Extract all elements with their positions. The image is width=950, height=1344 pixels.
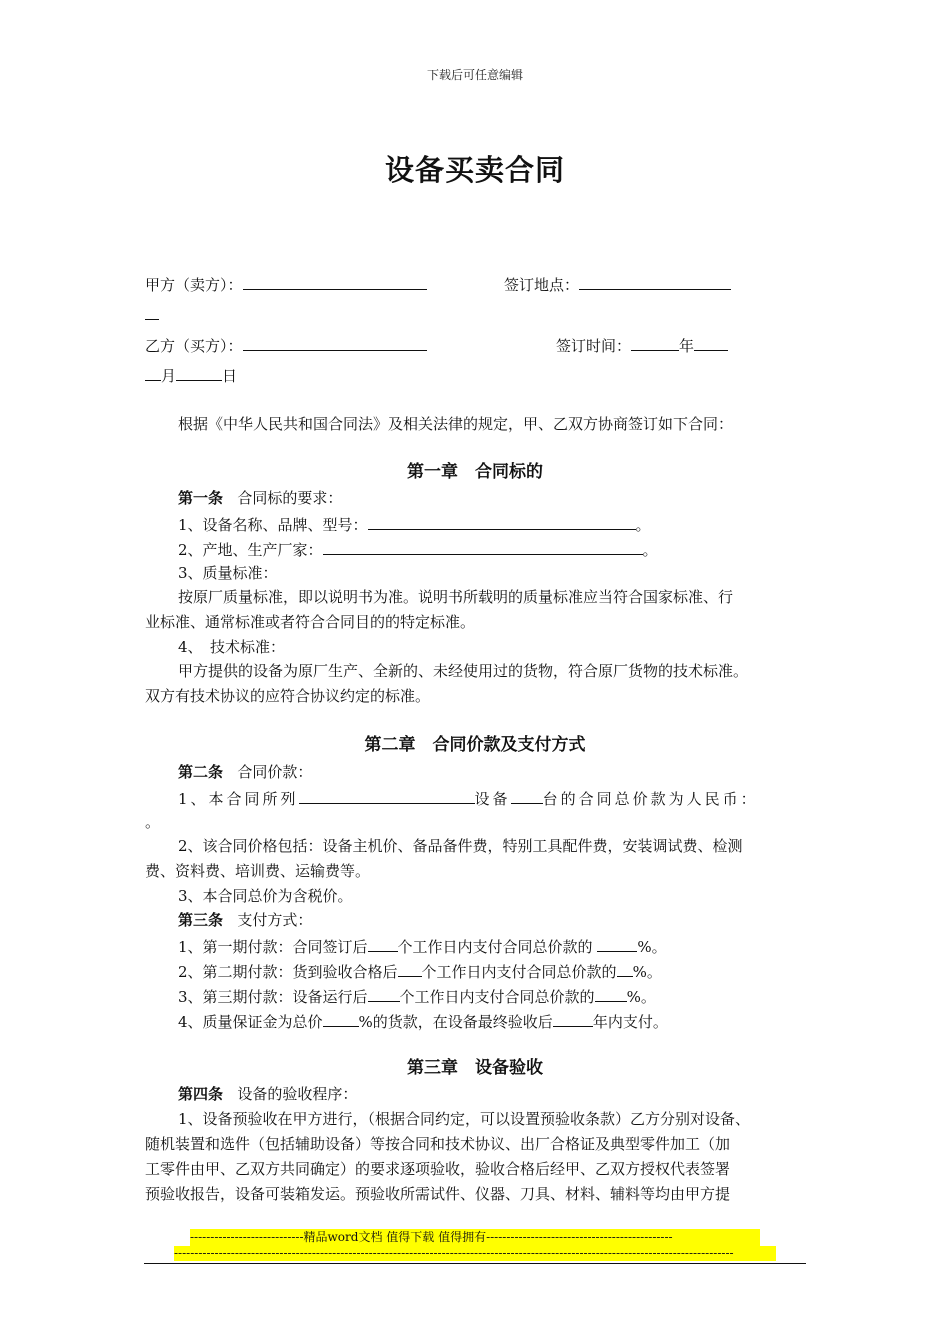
price-tax: 3、本合同总价为含税价。	[178, 887, 353, 905]
payment-3-c: %。	[626, 988, 656, 1006]
payment-4-a: 4、质量保证金为总价	[178, 1013, 323, 1031]
payment-2-c: %。	[632, 963, 662, 981]
article-3-label: 第三条	[178, 911, 224, 929]
price-part-c: 台的合同总价款为人民币：	[542, 790, 759, 808]
price-line	[178, 787, 759, 809]
sign-time-label: 签订时间：	[556, 337, 632, 355]
article-4-label: 第四条	[178, 1085, 224, 1103]
payment-2-days-blank	[398, 960, 422, 977]
article-3-text: 支付方式：	[237, 911, 313, 929]
tech-line-1: 甲方提供的设备为原厂生产、全新的、未经使用过的货物，符合原厂货物的技术标准。	[178, 662, 749, 680]
price-qty-blank	[511, 787, 543, 804]
payment-3-a: 3、第三期付款：设备运行后	[178, 988, 368, 1006]
article-1-text: 合同标的要求：	[237, 489, 343, 507]
payment-2-pct-blank	[617, 960, 633, 977]
intro-paragraph: 根据《中华人民共和国合同法》及相关法律的规定，甲、乙双方协商签订如下合同：	[178, 415, 734, 433]
price-part-a: 1、本合同所列	[178, 790, 299, 808]
party-a-label: 甲方（卖方）：	[145, 276, 243, 294]
sign-time-wrap	[145, 364, 237, 386]
article-2	[178, 762, 312, 782]
payment-3-b: 个工作日内支付合同总价款的	[399, 988, 595, 1006]
sign-place-line	[504, 273, 731, 295]
sign-place-wrap	[145, 303, 159, 325]
sign-place-blank	[579, 273, 731, 290]
payment-3	[178, 985, 656, 1007]
item-1	[178, 513, 651, 535]
article-3	[178, 910, 312, 930]
day-label: 日	[222, 367, 238, 385]
payment-2-b: 个工作日内支付合同总价款的	[421, 963, 617, 981]
party-b-label: 乙方（买方）：	[145, 337, 243, 355]
party-a-blank	[243, 273, 427, 290]
payment-1-pct-blank	[597, 935, 637, 952]
sign-place-blank-cont	[145, 303, 159, 320]
acceptance-line-1: 1、设备预验收在甲方进行，（根据合同约定，可以设置预验收条款）乙方分别对设备、	[178, 1110, 751, 1128]
footer-banner-1: ----------------------------精品word文档 值得下载 值得拥有----------------------------------------------	[190, 1229, 760, 1246]
year-blank	[631, 334, 679, 351]
year-label: 年	[679, 337, 695, 355]
chapter-2-title: 第二章 合同价款及支付方式	[364, 735, 586, 755]
acceptance-line-3: 工零件由甲、乙双方共同确定）的要求逐项验收，验收合格后经甲、乙双方授权代表签署	[145, 1160, 731, 1178]
chapter-3-title: 第三章 设备验收	[407, 1058, 543, 1078]
acceptance-line-2: 随机装置和选件（包括辅助设备）等按合同和技术协议、出厂合格证及典型零件加工（加	[145, 1135, 731, 1153]
acceptance-line-4: 预验收报告，设备可装箱发运。预验收所需试件、仪器、刀具、材料、辅料等均由甲方提	[145, 1185, 731, 1203]
item-2-end: 。	[642, 541, 658, 559]
footer-rule	[144, 1263, 806, 1264]
payment-3-days-blank	[368, 985, 400, 1002]
item-1-blank	[368, 513, 636, 530]
article-2-text: 合同价款：	[237, 763, 313, 781]
item-2-blank	[323, 538, 643, 555]
sign-time-line	[556, 334, 728, 356]
item-2	[178, 538, 658, 560]
payment-1-days-blank	[368, 935, 398, 952]
party-b-line	[145, 334, 427, 356]
payment-2-a: 2、第二期付款：货到验收合格后	[178, 963, 398, 981]
quality-line-2: 业标准、通常标准或者符合合同目的的特定标准。	[145, 613, 476, 631]
month-label: 月	[161, 367, 177, 385]
party-a-line	[145, 273, 427, 295]
article-2-label: 第二条	[178, 763, 224, 781]
price-end: 。	[145, 813, 161, 831]
item-1-end: 。	[635, 516, 651, 534]
price-incl-line-1: 2、该合同价格包括：设备主机价、备品备件费，特别工具配件费，安装调试费、检测	[178, 837, 743, 855]
price-incl-line-2: 费、资料费、培训费、运输费等。	[145, 862, 371, 880]
article-4	[178, 1084, 357, 1104]
payment-4-pct-blank	[323, 1010, 359, 1027]
price-device-blank	[299, 787, 475, 804]
payment-4-b: %的货款，在设备最终验收后	[358, 1013, 553, 1031]
payment-2	[178, 960, 662, 982]
item-4: 4、 技术标准：	[178, 638, 286, 656]
article-1	[178, 488, 342, 508]
article-1-label: 第一条	[178, 489, 224, 507]
document-title: 设备买卖合同	[384, 153, 565, 187]
payment-1-c: %。	[637, 938, 667, 956]
sign-place-label: 签订地点：	[504, 276, 580, 294]
footer-banner-2: ------------------------------------------------------------------------------------------------------------------------------------------	[174, 1246, 776, 1261]
item-1-label: 1、设备名称、品牌、型号：	[178, 516, 368, 534]
party-b-blank	[243, 334, 427, 351]
payment-4-c: 年内支付。	[592, 1013, 668, 1031]
header-note: 下载后可任意编辑	[426, 68, 523, 82]
tech-line-2: 双方有技术协议的应符合协议约定的标准。	[145, 687, 431, 705]
item-2-label: 2、产地、生产厂家：	[178, 541, 323, 559]
day-blank	[176, 364, 222, 381]
item-3: 3、质量标准：	[178, 564, 278, 582]
month-blank-cont	[145, 364, 161, 381]
article-4-text: 设备的验收程序：	[237, 1085, 358, 1103]
payment-1-a: 1、第一期付款：合同签订后	[178, 938, 368, 956]
month-blank	[694, 334, 728, 351]
price-part-b: 设备	[474, 790, 511, 808]
quality-line-1: 按原厂质量标准，即以说明书为准。说明书所载明的质量标准应当符合国家标准、行	[178, 588, 734, 606]
payment-1	[178, 935, 667, 957]
payment-4	[178, 1010, 668, 1032]
chapter-1-title: 第一章 合同标的	[407, 462, 543, 482]
payment-3-pct-blank	[595, 985, 627, 1002]
payment-4-years-blank	[553, 1010, 593, 1027]
payment-1-b: 个工作日内支付合同总价款的	[397, 938, 593, 956]
